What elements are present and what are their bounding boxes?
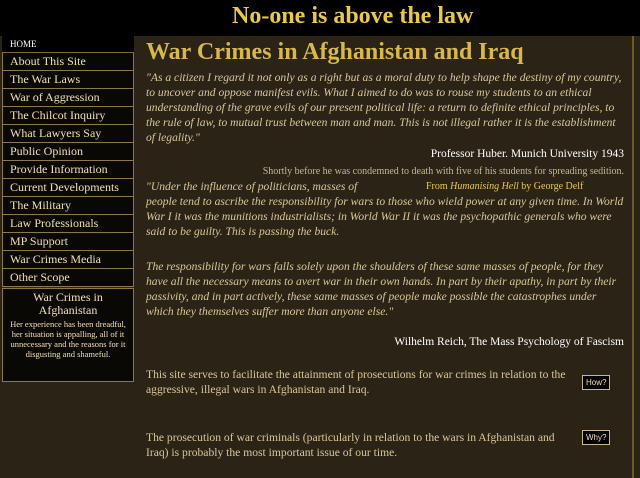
nav-war-of-aggression[interactable]: War of Aggression bbox=[2, 89, 134, 107]
nav-about-this-site[interactable]: About This Site bbox=[2, 53, 134, 71]
nav-other-scope[interactable]: Other Scope bbox=[2, 269, 134, 287]
nav-law-professionals[interactable]: Law Professionals bbox=[2, 215, 134, 233]
nav-public-opinion[interactable]: Public Opinion bbox=[2, 143, 134, 161]
banner-title: No-one is above the law bbox=[232, 3, 474, 29]
from-reference bbox=[426, 181, 583, 192]
huber-attribution: Professor Huber. Munich University 1943 bbox=[430, 148, 624, 160]
site-banner bbox=[0, 0, 640, 36]
nav-current-developments[interactable]: Current Developments bbox=[2, 179, 134, 197]
page-title: War Crimes in Afghanistan and Iraq bbox=[146, 39, 524, 65]
reich-quote-rest: people tend to ascribe the responsibility for wars to those who wield power at any given time. In World War I it was the munitions industrialists; in World War II it was the psychopathic generals who were said to be guilty. This is passing the buck. bbox=[146, 195, 624, 238]
nav-home-link[interactable]: HOME bbox=[2, 36, 134, 53]
reich-attribution: Wilhelm Reich, The Mass Psychology of Fascism bbox=[394, 336, 624, 348]
nav-what-lawyers-say[interactable]: What Lawyers Say bbox=[2, 125, 134, 143]
why-button[interactable]: Why? bbox=[582, 430, 610, 445]
from-prefix: From bbox=[426, 181, 451, 192]
prosecution-importance-text: The prosecution of war criminals (particularly in relation to the wars in Afghanistan and Iraq) is probably the most important issue of our time. bbox=[146, 431, 555, 459]
feature-box-afghanistan[interactable] bbox=[2, 288, 134, 382]
feature-title: War Crimes in Afghanistan bbox=[33, 290, 103, 317]
nav-war-crimes-media[interactable]: War Crimes Media bbox=[2, 251, 134, 269]
reich-quote-start: "Under the influence of politicians, masses of bbox=[146, 180, 358, 193]
feature-text: Her experience has been dreadful, her situation is appalling, all of it unnecessary and the reasons for it disgusting and shameful. bbox=[10, 319, 126, 359]
nav-provide-information[interactable]: Provide Information bbox=[2, 161, 134, 179]
nav-chilcot-inquiry[interactable]: The Chilcot Inquiry bbox=[2, 107, 134, 125]
reich-quote-para2: The responsibility for wars falls solely upon the shoulders of these same masses of people, for they have all the necessary means to avert war in their own hands. In part by their apathy, in part by their passivity, and in part actively, these same masses of people make possible the catastrophes under which they themselves suffer more than anyone else." bbox=[146, 260, 617, 318]
from-author: by George Delf bbox=[518, 181, 584, 192]
how-button[interactable]: How? bbox=[582, 375, 610, 390]
huber-note: Shortly before he was condemned to death with five of his students for spreading sedition. bbox=[262, 166, 624, 177]
nav-the-war-laws[interactable]: The War Laws bbox=[2, 71, 134, 89]
huber-quote: "As a citizen I regard it not only as a right but as a moral duty to help shape the destiny of my country, to uncover and oppose manifest evils. What I aimed to do was to rouse my students to an ethical understanding of the grave evils of our present political life: a return to definite ethical principles, to the rule of law, to mutual trust between man and man. This is not illegal rather it is the establishment of legality." bbox=[146, 71, 622, 144]
site-purpose-text: This site serves to facilitate the attainment of prosecutions for war crimes in relation to the aggressive, illegal wars in Afghanistan and Iraq. bbox=[146, 368, 566, 396]
right-border bbox=[632, 36, 634, 478]
nav-the-military[interactable]: The Military bbox=[2, 197, 134, 215]
from-book-title: Humanising Hell bbox=[450, 181, 519, 192]
sidebar-nav bbox=[2, 36, 134, 382]
nav-mp-support[interactable]: MP Support bbox=[2, 233, 134, 251]
